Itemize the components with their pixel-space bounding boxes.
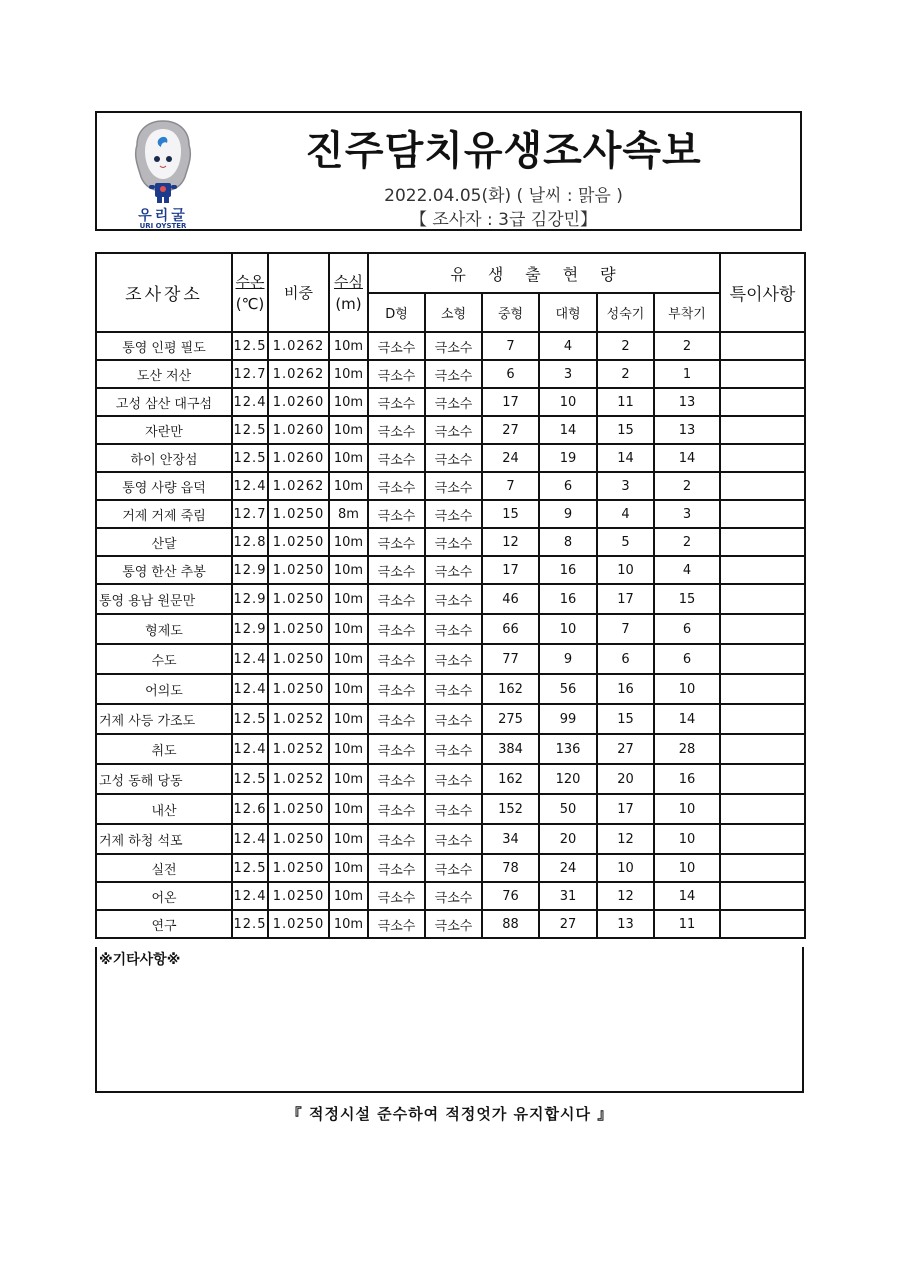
depth-cell: 10m xyxy=(329,528,368,556)
uri-oyster-logo xyxy=(127,117,199,229)
water-temp-cell: 12.5 xyxy=(232,416,268,444)
attached-cell: 1 xyxy=(654,360,720,388)
d-type-cell: 극소수 xyxy=(368,556,425,584)
location-cell: 내산 xyxy=(96,794,232,824)
table-row xyxy=(96,332,805,360)
mature-cell: 3 xyxy=(597,472,654,500)
d-type-cell: 극소수 xyxy=(368,614,425,644)
note-cell xyxy=(720,910,805,938)
mature-cell: 10 xyxy=(597,556,654,584)
survey-table-body xyxy=(96,332,805,938)
d-type-cell: 극소수 xyxy=(368,824,425,854)
mature-cell: 2 xyxy=(597,360,654,388)
report-date-weather: 2022.04.05(화) ( 날씨 : 맑음 ) xyxy=(384,186,623,206)
medium-cell: 66 xyxy=(482,614,539,644)
note-cell xyxy=(720,444,805,472)
water-temp-cell: 12.9 xyxy=(232,614,268,644)
location-cell: 수도 xyxy=(96,644,232,674)
depth-cell: 8m xyxy=(329,500,368,528)
small-cell: 극소수 xyxy=(425,556,482,584)
location-cell: 통영 용남 원문만 xyxy=(96,584,232,614)
depth-cell: 10m xyxy=(329,764,368,794)
d-type-cell: 극소수 xyxy=(368,444,425,472)
header-larvae-amount: 유생출현량 xyxy=(368,253,720,293)
header-large: 대형 xyxy=(539,293,597,332)
header-d-type: D형 xyxy=(368,293,425,332)
medium-cell: 17 xyxy=(482,556,539,584)
water-temp-cell: 12.7 xyxy=(232,360,268,388)
attached-cell: 16 xyxy=(654,764,720,794)
attached-cell: 11 xyxy=(654,910,720,938)
note-cell xyxy=(720,556,805,584)
mature-cell: 27 xyxy=(597,734,654,764)
table-row xyxy=(96,910,805,938)
attached-cell: 4 xyxy=(654,556,720,584)
location-cell: 거제 사등 가조도 xyxy=(96,704,232,734)
table-row xyxy=(96,794,805,824)
table-row xyxy=(96,360,805,388)
table-row xyxy=(96,500,805,528)
attached-cell: 13 xyxy=(654,416,720,444)
small-cell: 극소수 xyxy=(425,910,482,938)
water-temp-cell: 12.4 xyxy=(232,882,268,910)
large-cell: 16 xyxy=(539,584,597,614)
attached-cell: 3 xyxy=(654,500,720,528)
specific-gravity-cell: 1.0260 xyxy=(268,388,329,416)
small-cell: 극소수 xyxy=(425,584,482,614)
logo-text-english: URI OYSTER xyxy=(139,222,187,230)
depth-cell: 10m xyxy=(329,584,368,614)
attached-cell: 10 xyxy=(654,794,720,824)
attached-cell: 2 xyxy=(654,528,720,556)
large-cell: 10 xyxy=(539,388,597,416)
specific-gravity-cell: 1.0250 xyxy=(268,882,329,910)
d-type-cell: 극소수 xyxy=(368,674,425,704)
header-location: 조사장소 xyxy=(96,253,232,332)
location-cell: 실전 xyxy=(96,854,232,882)
location-cell: 형제도 xyxy=(96,614,232,644)
header-attached: 부착기 xyxy=(654,293,720,332)
small-cell: 극소수 xyxy=(425,332,482,360)
header-small: 소형 xyxy=(425,293,482,332)
depth-cell: 10m xyxy=(329,332,368,360)
large-cell: 10 xyxy=(539,614,597,644)
header-specific-gravity: 비중 xyxy=(268,253,329,332)
small-cell: 극소수 xyxy=(425,882,482,910)
mature-cell: 17 xyxy=(597,794,654,824)
remarks-label: ※기타사항※ xyxy=(99,952,181,968)
header-water-temp-unit: (℃) xyxy=(235,294,265,313)
d-type-cell: 극소수 xyxy=(368,882,425,910)
large-cell: 9 xyxy=(539,644,597,674)
attached-cell: 13 xyxy=(654,388,720,416)
note-cell xyxy=(720,854,805,882)
depth-cell: 10m xyxy=(329,882,368,910)
large-cell: 50 xyxy=(539,794,597,824)
table-row xyxy=(96,764,805,794)
mature-cell: 16 xyxy=(597,674,654,704)
d-type-cell: 극소수 xyxy=(368,764,425,794)
header-depth xyxy=(329,253,368,332)
d-type-cell: 극소수 xyxy=(368,704,425,734)
attached-cell: 15 xyxy=(654,584,720,614)
location-cell: 통영 한산 추봉 xyxy=(96,556,232,584)
location-cell: 통영 인평 필도 xyxy=(96,332,232,360)
location-cell: 연구 xyxy=(96,910,232,938)
large-cell: 19 xyxy=(539,444,597,472)
depth-cell: 10m xyxy=(329,910,368,938)
small-cell: 극소수 xyxy=(425,824,482,854)
table-row xyxy=(96,882,805,910)
small-cell: 극소수 xyxy=(425,416,482,444)
small-cell: 극소수 xyxy=(425,528,482,556)
small-cell: 극소수 xyxy=(425,360,482,388)
small-cell: 극소수 xyxy=(425,734,482,764)
header-water-temp xyxy=(232,253,268,332)
water-temp-cell: 12.8 xyxy=(232,528,268,556)
large-cell: 14 xyxy=(539,416,597,444)
specific-gravity-cell: 1.0250 xyxy=(268,794,329,824)
mature-cell: 6 xyxy=(597,644,654,674)
d-type-cell: 극소수 xyxy=(368,416,425,444)
small-cell: 극소수 xyxy=(425,854,482,882)
table-row xyxy=(96,824,805,854)
large-cell: 8 xyxy=(539,528,597,556)
location-cell: 어의도 xyxy=(96,674,232,704)
note-cell xyxy=(720,614,805,644)
attached-cell: 14 xyxy=(654,444,720,472)
attached-cell: 14 xyxy=(654,882,720,910)
location-cell: 통영 사량 읍덕 xyxy=(96,472,232,500)
depth-cell: 10m xyxy=(329,704,368,734)
medium-cell: 27 xyxy=(482,416,539,444)
mature-cell: 5 xyxy=(597,528,654,556)
table-row xyxy=(96,584,805,614)
oyster-mascot-icon xyxy=(127,117,199,207)
note-cell xyxy=(720,734,805,764)
note-cell xyxy=(720,360,805,388)
large-cell: 56 xyxy=(539,674,597,704)
note-cell xyxy=(720,824,805,854)
medium-cell: 76 xyxy=(482,882,539,910)
large-cell: 27 xyxy=(539,910,597,938)
d-type-cell: 극소수 xyxy=(368,528,425,556)
d-type-cell: 극소수 xyxy=(368,734,425,764)
water-temp-cell: 12.9 xyxy=(232,584,268,614)
small-cell: 극소수 xyxy=(425,388,482,416)
medium-cell: 162 xyxy=(482,674,539,704)
specific-gravity-cell: 1.0250 xyxy=(268,500,329,528)
d-type-cell: 극소수 xyxy=(368,472,425,500)
water-temp-cell: 12.7 xyxy=(232,500,268,528)
attached-cell: 2 xyxy=(654,472,720,500)
attached-cell: 6 xyxy=(654,614,720,644)
header-notes: 특이사항 xyxy=(720,253,805,332)
location-cell: 어온 xyxy=(96,882,232,910)
depth-cell: 10m xyxy=(329,824,368,854)
attached-cell: 14 xyxy=(654,704,720,734)
specific-gravity-cell: 1.0262 xyxy=(268,360,329,388)
water-temp-cell: 12.4 xyxy=(232,388,268,416)
specific-gravity-cell: 1.0250 xyxy=(268,854,329,882)
medium-cell: 15 xyxy=(482,500,539,528)
specific-gravity-cell: 1.0262 xyxy=(268,332,329,360)
header-depth-label: 수심 xyxy=(334,272,363,291)
table-row xyxy=(96,644,805,674)
medium-cell: 6 xyxy=(482,360,539,388)
large-cell: 20 xyxy=(539,824,597,854)
small-cell: 극소수 xyxy=(425,764,482,794)
small-cell: 극소수 xyxy=(425,614,482,644)
specific-gravity-cell: 1.0260 xyxy=(268,444,329,472)
large-cell: 9 xyxy=(539,500,597,528)
medium-cell: 162 xyxy=(482,764,539,794)
location-cell: 자란만 xyxy=(96,416,232,444)
depth-cell: 10m xyxy=(329,644,368,674)
large-cell: 3 xyxy=(539,360,597,388)
water-temp-cell: 12.5 xyxy=(232,704,268,734)
medium-cell: 17 xyxy=(482,388,539,416)
specific-gravity-cell: 1.0262 xyxy=(268,472,329,500)
medium-cell: 384 xyxy=(482,734,539,764)
medium-cell: 78 xyxy=(482,854,539,882)
water-temp-cell: 12.4 xyxy=(232,674,268,704)
mature-cell: 14 xyxy=(597,444,654,472)
mature-cell: 4 xyxy=(597,500,654,528)
attached-cell: 10 xyxy=(654,674,720,704)
report-title: 진주담치유생조사속보 xyxy=(305,128,702,174)
note-cell xyxy=(720,416,805,444)
d-type-cell: 극소수 xyxy=(368,910,425,938)
location-cell: 고성 동해 당동 xyxy=(96,764,232,794)
small-cell: 극소수 xyxy=(425,794,482,824)
report-surveyor: 【 조사자 : 3급 김강민】 xyxy=(409,210,598,230)
location-cell: 거제 하청 석포 xyxy=(96,824,232,854)
logo-text-korean: 우리굴 xyxy=(138,208,188,224)
specific-gravity-cell: 1.0252 xyxy=(268,704,329,734)
depth-cell: 10m xyxy=(329,388,368,416)
note-cell xyxy=(720,764,805,794)
note-cell xyxy=(720,388,805,416)
mature-cell: 10 xyxy=(597,854,654,882)
d-type-cell: 극소수 xyxy=(368,500,425,528)
table-row xyxy=(96,614,805,644)
location-cell: 하이 안장섬 xyxy=(96,444,232,472)
mature-cell: 20 xyxy=(597,764,654,794)
attached-cell: 10 xyxy=(654,824,720,854)
medium-cell: 12 xyxy=(482,528,539,556)
small-cell: 극소수 xyxy=(425,704,482,734)
larvae-survey-table xyxy=(95,252,806,939)
depth-cell: 10m xyxy=(329,556,368,584)
mature-cell: 15 xyxy=(597,416,654,444)
small-cell: 극소수 xyxy=(425,444,482,472)
specific-gravity-cell: 1.0250 xyxy=(268,674,329,704)
location-cell: 고성 삼산 대구섬 xyxy=(96,388,232,416)
table-row xyxy=(96,388,805,416)
mature-cell: 7 xyxy=(597,614,654,644)
depth-cell: 10m xyxy=(329,360,368,388)
medium-cell: 46 xyxy=(482,584,539,614)
table-row xyxy=(96,528,805,556)
specific-gravity-cell: 1.0252 xyxy=(268,734,329,764)
footer-slogan: 『 적정시설 준수하여 적정엇가 유지합시다 』 xyxy=(286,1105,614,1123)
depth-cell: 10m xyxy=(329,674,368,704)
d-type-cell: 극소수 xyxy=(368,794,425,824)
attached-cell: 6 xyxy=(654,644,720,674)
note-cell xyxy=(720,472,805,500)
medium-cell: 24 xyxy=(482,444,539,472)
medium-cell: 7 xyxy=(482,332,539,360)
mature-cell: 15 xyxy=(597,704,654,734)
table-row xyxy=(96,444,805,472)
attached-cell: 2 xyxy=(654,332,720,360)
mature-cell: 13 xyxy=(597,910,654,938)
water-temp-cell: 12.4 xyxy=(232,472,268,500)
depth-cell: 10m xyxy=(329,614,368,644)
table-row xyxy=(96,556,805,584)
depth-cell: 10m xyxy=(329,472,368,500)
large-cell: 6 xyxy=(539,472,597,500)
mature-cell: 12 xyxy=(597,882,654,910)
mature-cell: 12 xyxy=(597,824,654,854)
large-cell: 16 xyxy=(539,556,597,584)
large-cell: 120 xyxy=(539,764,597,794)
medium-cell: 152 xyxy=(482,794,539,824)
note-cell xyxy=(720,704,805,734)
report-header xyxy=(95,111,802,231)
remarks-section xyxy=(95,947,804,1093)
water-temp-cell: 12.5 xyxy=(232,764,268,794)
table-row xyxy=(96,704,805,734)
medium-cell: 7 xyxy=(482,472,539,500)
large-cell: 99 xyxy=(539,704,597,734)
location-cell: 도산 저산 xyxy=(96,360,232,388)
table-row xyxy=(96,854,805,882)
small-cell: 극소수 xyxy=(425,500,482,528)
d-type-cell: 극소수 xyxy=(368,854,425,882)
d-type-cell: 극소수 xyxy=(368,332,425,360)
header-medium: 중형 xyxy=(482,293,539,332)
medium-cell: 34 xyxy=(482,824,539,854)
d-type-cell: 극소수 xyxy=(368,644,425,674)
attached-cell: 10 xyxy=(654,854,720,882)
small-cell: 극소수 xyxy=(425,644,482,674)
mature-cell: 17 xyxy=(597,584,654,614)
specific-gravity-cell: 1.0250 xyxy=(268,824,329,854)
note-cell xyxy=(720,332,805,360)
depth-cell: 10m xyxy=(329,854,368,882)
large-cell: 24 xyxy=(539,854,597,882)
specific-gravity-cell: 1.0260 xyxy=(268,416,329,444)
specific-gravity-cell: 1.0250 xyxy=(268,614,329,644)
water-temp-cell: 12.6 xyxy=(232,794,268,824)
header-water-temp-label: 수온 xyxy=(235,272,265,291)
specific-gravity-cell: 1.0252 xyxy=(268,764,329,794)
large-cell: 31 xyxy=(539,882,597,910)
table-row xyxy=(96,472,805,500)
water-temp-cell: 12.5 xyxy=(232,854,268,882)
depth-cell: 10m xyxy=(329,794,368,824)
location-cell: 취도 xyxy=(96,734,232,764)
large-cell: 4 xyxy=(539,332,597,360)
water-temp-cell: 12.9 xyxy=(232,556,268,584)
note-cell xyxy=(720,644,805,674)
water-temp-cell: 12.4 xyxy=(232,734,268,764)
medium-cell: 275 xyxy=(482,704,539,734)
specific-gravity-cell: 1.0250 xyxy=(268,644,329,674)
note-cell xyxy=(720,500,805,528)
depth-cell: 10m xyxy=(329,416,368,444)
water-temp-cell: 12.5 xyxy=(232,332,268,360)
small-cell: 극소수 xyxy=(425,472,482,500)
d-type-cell: 극소수 xyxy=(368,388,425,416)
mature-cell: 11 xyxy=(597,388,654,416)
table-row xyxy=(96,416,805,444)
water-temp-cell: 12.5 xyxy=(232,444,268,472)
note-cell xyxy=(720,584,805,614)
mature-cell: 2 xyxy=(597,332,654,360)
note-cell xyxy=(720,882,805,910)
d-type-cell: 극소수 xyxy=(368,360,425,388)
medium-cell: 77 xyxy=(482,644,539,674)
specific-gravity-cell: 1.0250 xyxy=(268,556,329,584)
table-row xyxy=(96,734,805,764)
specific-gravity-cell: 1.0250 xyxy=(268,910,329,938)
depth-cell: 10m xyxy=(329,734,368,764)
location-cell: 산달 xyxy=(96,528,232,556)
attached-cell: 28 xyxy=(654,734,720,764)
note-cell xyxy=(720,528,805,556)
table-row xyxy=(96,674,805,704)
small-cell: 극소수 xyxy=(425,674,482,704)
specific-gravity-cell: 1.0250 xyxy=(268,528,329,556)
medium-cell: 88 xyxy=(482,910,539,938)
note-cell xyxy=(720,794,805,824)
large-cell: 136 xyxy=(539,734,597,764)
d-type-cell: 극소수 xyxy=(368,584,425,614)
specific-gravity-cell: 1.0250 xyxy=(268,584,329,614)
water-temp-cell: 12.4 xyxy=(232,644,268,674)
water-temp-cell: 12.5 xyxy=(232,910,268,938)
header-depth-unit: (m) xyxy=(335,294,362,313)
note-cell xyxy=(720,674,805,704)
water-temp-cell: 12.4 xyxy=(232,824,268,854)
depth-cell: 10m xyxy=(329,444,368,472)
header-mature: 성숙기 xyxy=(597,293,654,332)
location-cell: 거제 거제 죽림 xyxy=(96,500,232,528)
